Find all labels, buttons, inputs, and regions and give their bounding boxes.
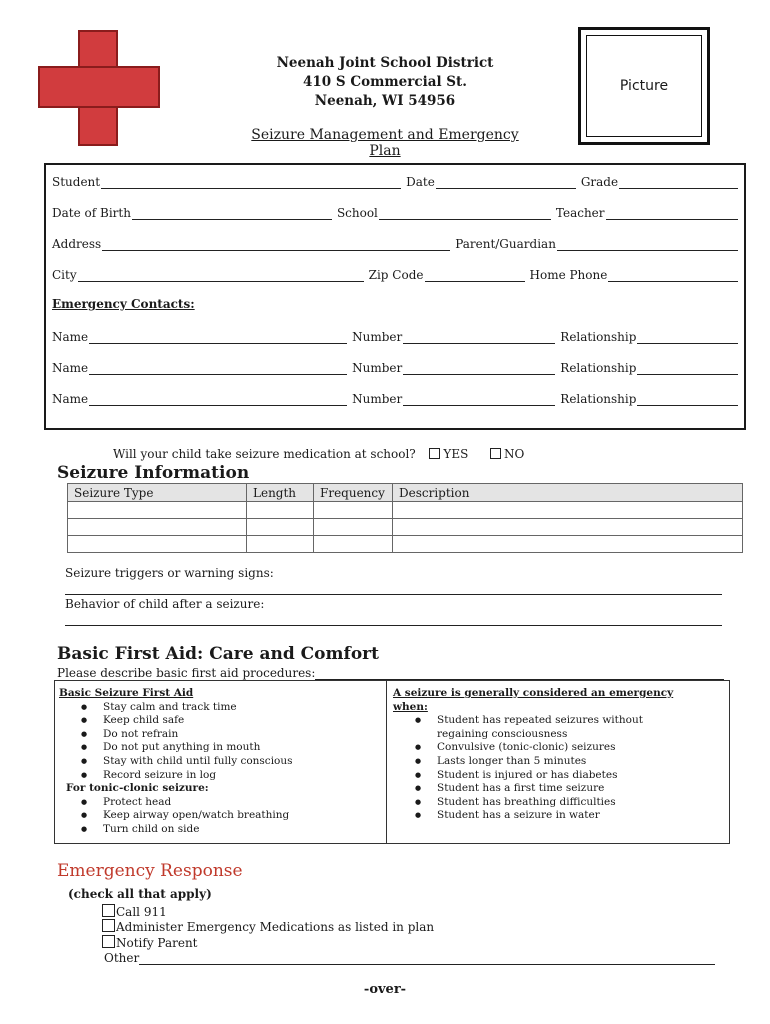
table-row	[68, 519, 743, 536]
contact-relationship-field[interactable]	[637, 331, 738, 344]
table-row	[68, 536, 743, 553]
table-cell[interactable]	[393, 519, 743, 536]
zip-label: Zip Code	[368, 268, 424, 282]
list-item: ● Student has a first time seizure	[393, 782, 683, 796]
check-all-label: (check all that apply)	[68, 887, 212, 901]
contact-relationship-label: Relationship	[560, 330, 637, 344]
city-field[interactable]	[78, 269, 364, 282]
first-aid-heading: Basic First Aid: Care and Comfort	[57, 644, 379, 664]
contact-number-field[interactable]	[403, 362, 555, 375]
footer-over: -over-	[363, 982, 407, 997]
call-911-label: Call 911	[116, 905, 167, 919]
district-name: Neenah Joint School District	[276, 55, 494, 71]
parent-label: Parent/Guardian	[455, 237, 556, 251]
teacher-label: Teacher	[555, 206, 605, 220]
table-row	[68, 502, 743, 519]
option-call-911	[102, 904, 167, 919]
list-item: ● Convulsive (tonic-clonic) seizures	[393, 741, 683, 755]
no-label: NO	[503, 447, 525, 461]
first-aid-prompt-row	[57, 665, 724, 680]
table-cell[interactable]	[68, 519, 247, 536]
col-description: Description	[393, 484, 743, 502]
date-label: Date	[406, 175, 435, 189]
first-aid-right-column	[393, 687, 683, 823]
list-item: ● Turn child on side	[59, 823, 384, 837]
contact-number-label: Number	[352, 392, 403, 406]
behavior-label: Behavior of child after a seizure:	[65, 597, 265, 611]
parent-field[interactable]	[557, 238, 738, 251]
table-cell[interactable]	[393, 502, 743, 519]
contact-relationship-field[interactable]	[637, 393, 738, 406]
notify-parent-label: Notify Parent	[116, 936, 198, 950]
seizure-info-heading: Seizure Information	[57, 463, 250, 483]
administer-meds-checkbox[interactable]	[102, 919, 115, 932]
list-item: ● Keep child safe	[59, 714, 384, 728]
contact-relationship-label: Relationship	[560, 392, 637, 406]
list-item: ● Student has breathing difficulties	[393, 796, 683, 810]
contact-name-label: Name	[52, 392, 89, 406]
district-city: Neenah, WI 54956	[314, 93, 456, 109]
contact-relationship-label: Relationship	[560, 361, 637, 375]
table-cell[interactable]	[314, 536, 393, 553]
address-field[interactable]	[102, 238, 450, 251]
address-label: Address	[52, 237, 102, 251]
city-row	[52, 266, 738, 282]
dob-label: Date of Birth	[52, 206, 131, 220]
grade-field[interactable]	[619, 176, 738, 189]
tonic-clonic-heading: For tonic-clonic seizure:	[66, 782, 209, 795]
triggers-label: Seizure triggers or warning signs:	[65, 566, 274, 580]
table-cell[interactable]	[314, 502, 393, 519]
contact-number-label: Number	[352, 330, 403, 344]
phone-field[interactable]	[608, 269, 738, 282]
zip-field[interactable]	[425, 269, 525, 282]
seizure-table	[67, 483, 743, 553]
district-address: 410 S Commercial St.	[303, 74, 467, 90]
no-checkbox[interactable]	[490, 448, 501, 459]
picture-label: Picture	[619, 78, 669, 94]
contact-name-field[interactable]	[89, 393, 347, 406]
behavior-field[interactable]	[65, 625, 722, 626]
list-item: ● Student has repeated seizures without regaining consciousness	[393, 714, 683, 741]
table-header-row	[68, 484, 743, 502]
teacher-field[interactable]	[606, 207, 738, 220]
table-cell[interactable]	[247, 519, 314, 536]
contact-name-label: Name	[52, 361, 89, 375]
city-label: City	[52, 268, 77, 282]
list-item: ● Lasts longer than 5 minutes	[393, 755, 683, 769]
col-length: Length	[247, 484, 314, 502]
yes-label: YES	[443, 447, 469, 461]
medication-question: Will your child take seizure medication at school?	[113, 447, 416, 461]
other-field[interactable]	[139, 952, 715, 965]
school-field[interactable]	[379, 207, 551, 220]
table-cell[interactable]	[314, 519, 393, 536]
col-frequency: Frequency	[314, 484, 393, 502]
other-row	[104, 950, 715, 965]
dob-field[interactable]	[132, 207, 332, 220]
first-aid-left-column	[59, 687, 384, 837]
medication-question-row	[113, 447, 524, 461]
date-field[interactable]	[436, 176, 576, 189]
administer-meds-label: Administer Emergency Medications as listed in plan	[116, 920, 435, 934]
dob-row	[52, 204, 738, 220]
list-item: ● Student is injured or has diabetes	[393, 769, 683, 783]
call-911-checkbox[interactable]	[102, 904, 115, 917]
contact-number-field[interactable]	[403, 393, 555, 406]
option-administer-meds	[102, 919, 434, 934]
table-cell[interactable]	[68, 536, 247, 553]
picture-box[interactable]	[578, 27, 710, 145]
list-item: ● Keep airway open/watch breathing	[59, 809, 384, 823]
student-row	[52, 173, 738, 189]
table-cell[interactable]	[247, 502, 314, 519]
basic-first-aid-heading: Basic Seizure First Aid	[59, 687, 194, 699]
first-aid-box	[54, 680, 730, 844]
first-aid-prompt: Please describe basic first aid procedures:	[57, 666, 316, 680]
first-aid-field[interactable]	[315, 667, 724, 680]
table-cell[interactable]	[393, 536, 743, 553]
school-label: School	[336, 206, 378, 220]
notify-parent-checkbox[interactable]	[102, 935, 115, 948]
list-item: ● Stay calm and track time	[59, 701, 384, 715]
triggers-field[interactable]	[65, 594, 722, 595]
list-item: ● Protect head	[59, 796, 384, 810]
emergency-when-heading: A seizure is generally considered an emergency when:	[393, 687, 674, 713]
contact-number-field[interactable]	[403, 331, 555, 344]
form-title: Seizure Management and Emergency Plan	[251, 127, 519, 159]
district-header	[250, 54, 520, 111]
contact-name-label: Name	[52, 330, 89, 344]
contact-name-field[interactable]	[89, 331, 347, 344]
grade-label: Grade	[580, 175, 619, 189]
list-item: ● Student has a seizure in water	[393, 809, 683, 823]
contact-number-label: Number	[352, 361, 403, 375]
contact-row	[52, 390, 738, 406]
yes-checkbox[interactable]	[429, 448, 440, 459]
student-field[interactable]	[101, 176, 401, 189]
address-row	[52, 235, 738, 251]
list-item: ● Stay with child until fully conscious	[59, 755, 384, 769]
emergency-response-heading: Emergency Response	[57, 861, 243, 881]
table-cell[interactable]	[247, 536, 314, 553]
option-notify-parent	[102, 935, 198, 950]
contact-name-field[interactable]	[89, 362, 347, 375]
col-seizure-type: Seizure Type	[68, 484, 247, 502]
list-item: ● Record seizure in log	[59, 769, 384, 783]
contact-row	[52, 359, 738, 375]
student-label: Student	[52, 175, 101, 189]
list-item: ● Do not put anything in mouth	[59, 741, 384, 755]
table-cell[interactable]	[68, 502, 247, 519]
contact-relationship-field[interactable]	[637, 362, 738, 375]
list-item: ● Do not refrain	[59, 728, 384, 742]
emergency-contacts-heading: Emergency Contacts:	[52, 297, 195, 311]
other-label: Other	[104, 951, 140, 965]
contact-row	[52, 328, 738, 344]
phone-label: Home Phone	[529, 268, 608, 282]
